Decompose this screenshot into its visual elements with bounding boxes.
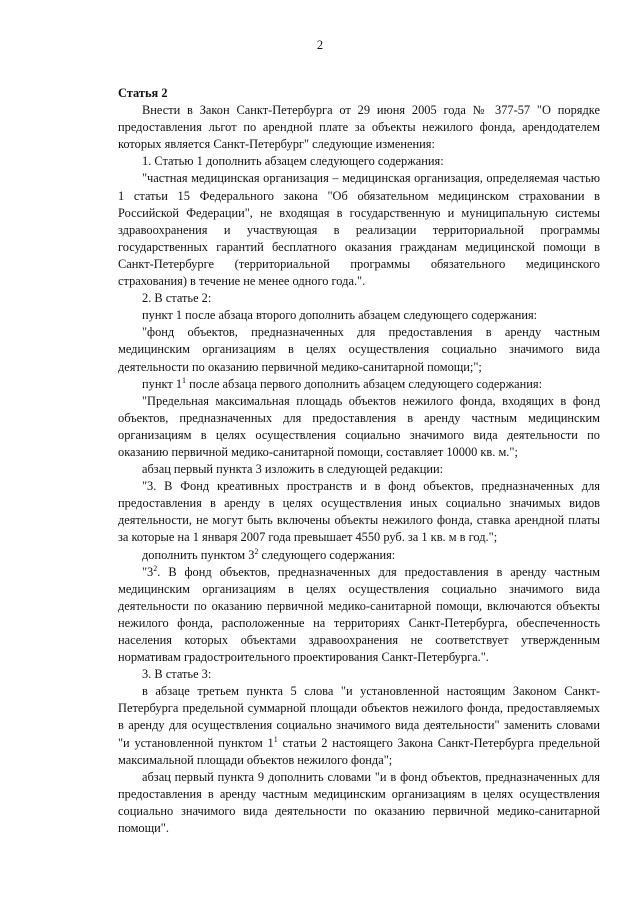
- article-title: Статья 2: [118, 86, 168, 100]
- item-2-quote: "3. В Фонд креативных пространств и в фонд объектов, предназначенных для предоставления в аренду в целях осуществления иных социально значимых видов деятельности, не могут быть включены объекты нежилого фонда, ставка арендной платы за которые на 1 января 2007 года превышает 4550 руб. за 1 кв. м в год.";: [118, 479, 600, 545]
- item-2-quote: "фонд объектов, предназначенных для предоставления в аренду частным медицинским организациям в целях осуществления социально значимого вида деятельности по оказанию первичной медико-санитарной помощи;";: [118, 325, 600, 374]
- item-2-heading: 2. В статье 2:: [142, 291, 212, 306]
- superscript: 1: [182, 375, 187, 385]
- item-2-paragraph: абзац первый пункта 3 изложить в следующей редакции:: [142, 462, 444, 477]
- item-2-paragraph: пункт 1 после абзаца второго дополнить абзацем следующего содержания:: [142, 308, 538, 323]
- superscript: 2: [254, 546, 259, 556]
- item-3-heading: 3. В статье 3:: [142, 667, 212, 682]
- text-run: "3: [142, 564, 154, 579]
- item-1-heading: 1. Статью 1 дополнить абзацем следующего содержания:: [142, 154, 444, 169]
- item-2-quote: "Предельная максимальная площадь объектов нежилого фонда, входящих в фонд объектов, предназначенных для предоставления в аренду частным медицинским организациям в целях осуществления социально значимого вида деятельности по оказанию первичной медико-санитарной помощи, составляет 10000 кв. м.";: [118, 393, 600, 459]
- text-run: статьи 2 настоящего Закона Санкт-Петербурга предельной максимальной площади объектов нежилого фонда";: [118, 735, 600, 767]
- text-run: пункт 1: [142, 376, 183, 391]
- item-2-paragraph: [118, 547, 600, 564]
- text-run: дополнить пунктом 3: [142, 547, 255, 562]
- document-body: [118, 85, 600, 837]
- page-number: 2: [316, 38, 324, 52]
- item-2-paragraph: [118, 376, 600, 393]
- text-run: после абзаца первого дополнить абзацем следующего содержания:: [186, 376, 543, 391]
- superscript: 1: [273, 734, 278, 744]
- text-run: следующего содержания:: [258, 547, 396, 562]
- item-3-paragraph: [118, 683, 600, 768]
- item-3-paragraph: абзац первый пункта 9 дополнить словами "и в фонд объектов, предназначенных для предоставления в аренду частным медицинским организациям в целях осуществления социально значимого вида деятельности по оказанию первичной медико-санитарной помощи".: [118, 769, 600, 836]
- article-intro: Внести в Закон Санкт-Петербурга от 29 июня 2005 года № 377-57 "О порядке предоставления льгот по арендной плате за объекты нежилого фонда, арендодателем которых является Санкт-Петербург" следующие изменения:: [118, 103, 600, 152]
- superscript: 2: [153, 563, 158, 573]
- item-2-quote: [118, 564, 600, 667]
- text-run: . В фонд объектов, предназначенных для предоставления в аренду частным медицинским организациям в целях осуществления социально значимого вида деятельности по оказанию первичной медико-санитарной помощи, включаются объекты нежилого фонда, расположенные на территориях Санкт-Петербурга, обеспеченность населения которых объектами здравоохранения не соответствует утвержденным нормативам градостроительного проектирования Санкт-Петербурга.".: [118, 564, 600, 665]
- text-run: в абзаце третьем пункта 5 слова "и установленной настоящим Законом Санкт-Петербурга предельной суммарной площади объектов нежилого фонда, предоставляемых в аренду для осуществления социально значимого вида деятельности" заменить словами "и установленной пунктом 1: [118, 684, 600, 750]
- item-1-text: "частная медицинская организация – медицинская организация, определяемая частью 1 статьи 15 Федерального закона "Об обязательном медицинском страховании в Российской Федерации", не входящая в государственную и муниципальную системы здравоохранения и участвующая в реализации территориальной программы государственных гарантий бесплатного оказания гражданам медицинской помощи в Санкт-Петербурге (территориальной программы обязательного медицинского страхования) в течение не менее одного года.".: [118, 171, 600, 289]
